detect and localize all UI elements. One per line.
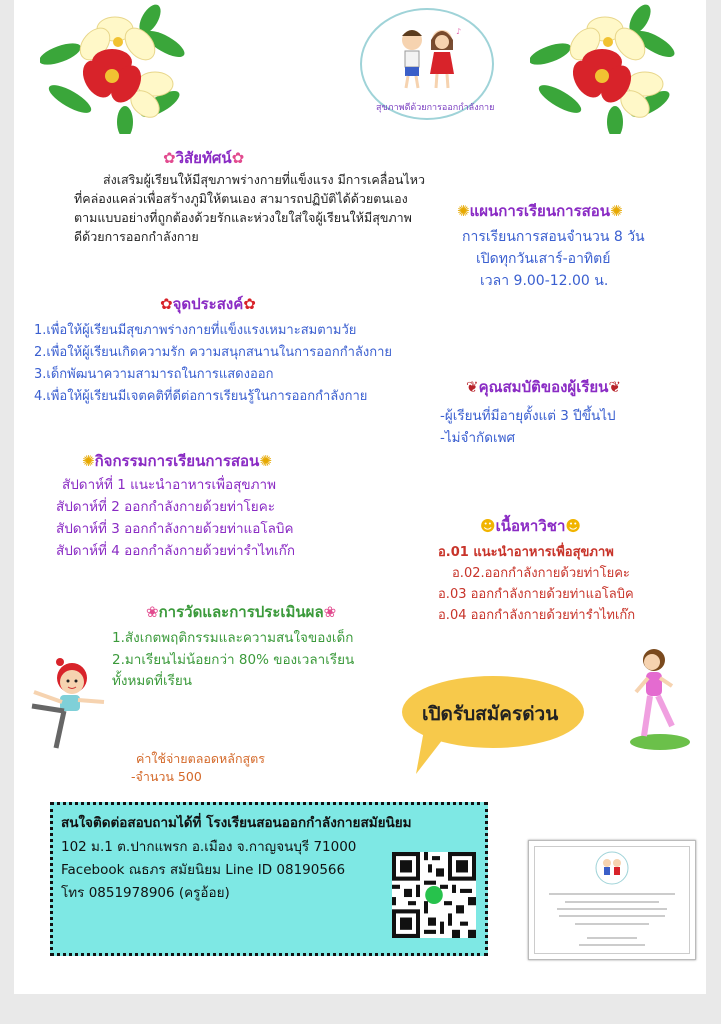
logo-caption: สุขภาพดีด้วยการออกกำลังกาย <box>376 103 495 113</box>
line-qr-code[interactable] <box>392 852 476 938</box>
objective-item: 1.เพื่อให้ผู้เรียนมีสุขภาพร่างกายที่แข็งแรงเหมาะสมตามวัย <box>34 323 357 338</box>
certificate-text-line <box>579 944 645 946</box>
plan-heading <box>457 199 623 223</box>
activity-item: สัปดาห์ที่ 4 ออกกำลังกายด้วยท่ารำไทเก๊ก <box>56 543 296 559</box>
plan-line: การเรียนการสอนจำนวน 8 วัน <box>462 229 645 245</box>
qualification-item: -ผู้เรียนที่มีอายุตั้งแต่ 3 ปีขึ้นไป <box>440 408 616 424</box>
cost-amount: -จำนวน 500 <box>131 769 202 784</box>
activities-heading <box>82 449 272 473</box>
activity-item: สัปดาห์ที่ 2 ออกกำลังกายด้วยท่าโยคะ <box>56 499 275 515</box>
objective-item: 3.เด็กพัฒนาความสามารถในการแสดงออก <box>34 367 274 382</box>
qualifications-heading <box>466 375 621 399</box>
evaluation-item: 1.สังเกตพฤติกรรมและความสนใจของเด็ก <box>112 630 354 646</box>
content-item: อ.03 ออกกำลังกายด้วยท่าแอโลบิค <box>438 587 634 602</box>
certificate-text-line <box>565 901 659 903</box>
certificate-text-line <box>549 893 675 895</box>
vision-line: ส่งเสริมผู้เรียนให้มีสุขภาพร่างกายที่แข็งแรง มีการเคลื่อนไหว <box>103 172 425 187</box>
sunflower-icon: ✺ <box>259 452 272 470</box>
flower-decoration-left-icon <box>40 4 190 134</box>
evaluation-item: ทั้งหมดที่เรียน <box>112 673 192 689</box>
certificate-text-line <box>575 923 649 925</box>
svg-text:♪: ♪ <box>456 27 462 36</box>
cost-title: ค่าใช้จ่ายตลอดหลักสูตร <box>136 751 265 766</box>
contact-line: 102 ม.1 ต.ปากแพรก อ.เมือง จ.กาญจนบุรี 71000 <box>61 839 357 855</box>
contact-line: สนใจติดต่อสอบถามได้ที่ โรงเรียนสอนออกกำลังกายสมัยนิยม <box>61 815 412 831</box>
kids-exercising-icon <box>390 24 464 94</box>
flower-icon: ✿ <box>231 149 245 167</box>
school-logo <box>360 8 494 120</box>
cta-text: เปิดรับสมัครด่วน <box>422 703 559 725</box>
smiley-icon: ☻ <box>565 517 582 535</box>
plan-line: เวลา 9.00-12.00 น. <box>480 273 609 289</box>
content-item: อ.04 ออกกำลังกายด้วยท่ารำไทเก๊ก <box>438 608 636 623</box>
content-item: อ.01 แนะนำอาหารเพื่อสุขภาพ <box>438 545 614 560</box>
activity-item: สัปดาห์ที่ 3 ออกกำลังกายด้วยท่าแอโลบิค <box>56 521 294 537</box>
evaluation-item: 2.มาเรียนไม่น้อยกว่า 80% ของเวลาเรียน <box>112 652 355 668</box>
sunflower-icon: ✺ <box>610 202 623 220</box>
sunflower-icon: ✺ <box>82 452 95 470</box>
contact-line: โทร 0851978906 (ครูอ้อย) <box>61 885 230 901</box>
rose-icon: ❦ <box>466 378 479 396</box>
rose-icon: ❦ <box>608 378 622 396</box>
tulip-icon: ❀ <box>323 603 337 621</box>
objective-item: 4.เพื่อให้ผู้เรียนมีเจตคติที่ดีต่อการเรียนรู้ในการออกกำลังกาย <box>34 389 368 404</box>
vision-line: ตามแบบอย่างที่ถูกต้องด้วยรักและห่วงใยใส่ใจผู้เรียนให้มีสุขภาพ <box>74 210 412 225</box>
objectives-title: จุดประสงค์ <box>172 295 244 313</box>
plan-line: เปิดทุกวันเสาร์-อาทิตย์ <box>476 251 611 267</box>
certificate-text-line <box>587 937 637 939</box>
evaluation-title: การวัดและการประเมินผล <box>158 603 324 621</box>
flower-icon: ✿ <box>163 149 176 167</box>
plan-title: แผนการเรียนการสอน <box>469 202 611 220</box>
qualifications-title: คุณสมบัติของผู้เรียน <box>478 378 609 396</box>
certificate-logo-icon <box>595 851 629 885</box>
activities-title: กิจกรรมการเรียนการสอน <box>94 452 260 470</box>
jogging-woman-icon <box>622 646 692 750</box>
content-heading <box>480 514 581 538</box>
qualification-item: -ไม่จำกัดเพศ <box>440 430 516 446</box>
vision-line: ที่คล่องแคล่วเพื่อสร้างภูมิให้ตนเอง สามารถปฏิบัติได้ด้วยตนเอง <box>74 191 408 206</box>
content-item: อ.02.ออกกำลังกายด้วยท่าโยคะ <box>452 566 630 581</box>
flower-decoration-right-icon <box>530 4 680 134</box>
certificate-thumbnail <box>528 840 696 960</box>
contact-line: Facebook ณธภร สมัยนิยม Line ID 08190566 <box>61 862 346 878</box>
yoga-girl-icon <box>26 658 108 750</box>
vision-heading <box>163 146 244 170</box>
certificate-text-line <box>559 915 665 917</box>
vision-title: วิสัยทัศน์ <box>175 149 232 167</box>
objective-item: 2.เพื่อให้ผู้เรียนเกิดความรัก ความสนุกสนานในการออกกำลังกาย <box>34 345 393 360</box>
tulip-icon: ❀ <box>146 603 159 621</box>
content-title: เนื้อหาวิชา <box>495 517 566 535</box>
activity-item: สัปดาห์ที่ 1 แนะนำอาหารเพื่อสุขภาพ <box>62 477 277 493</box>
evaluation-heading <box>146 600 336 624</box>
objectives-heading <box>160 292 256 316</box>
hibiscus-icon: ✿ <box>160 295 173 313</box>
vision-line: ดีด้วยการออกกำลังกาย <box>74 229 199 244</box>
qr-code-icon <box>392 852 476 938</box>
smiley-icon: ☻ <box>480 517 496 535</box>
speech-tail-icon <box>410 730 470 776</box>
certificate-text-line <box>557 908 667 910</box>
hibiscus-icon: ✿ <box>243 295 256 313</box>
sunflower-icon: ✺ <box>457 202 470 220</box>
